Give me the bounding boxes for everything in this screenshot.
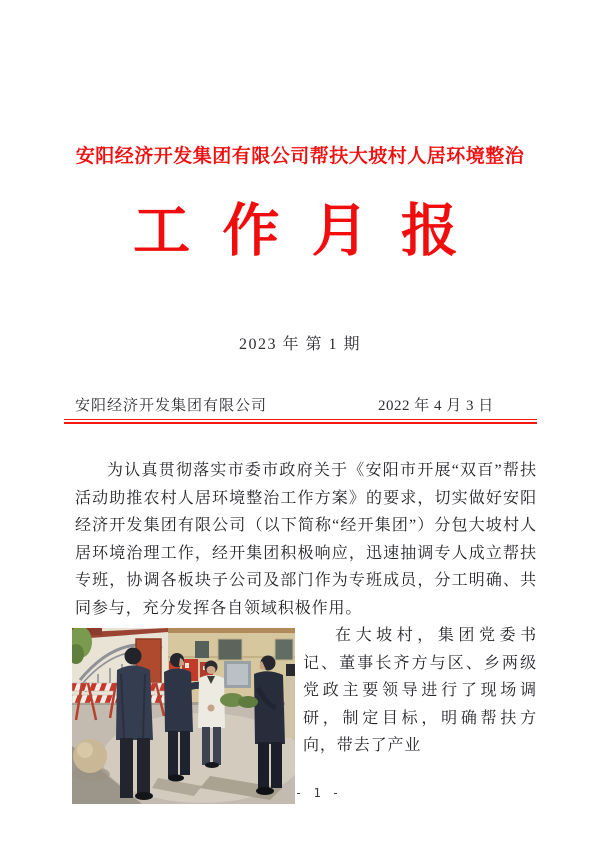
page-number: - 1 - — [295, 786, 342, 800]
issue-number: 2023 年 第 1 期 — [238, 336, 361, 353]
photo-person-partial — [285, 664, 295, 738]
organization-name: 安阳经济开发集团有限公司 — [75, 398, 268, 414]
document-body — [75, 457, 537, 804]
document-title: 安阳经济开发集团有限公司帮扶大坡村人居环境整治 — [75, 146, 525, 167]
site-visit-photo — [72, 628, 295, 804]
paragraph-2: 在大坡村，集团党委书记、董事长齐方与区、乡两级党政主要领导进行了现场调研，制定目标，明确帮扶方向，带去了产业 — [303, 627, 537, 754]
header-divider-rule — [64, 419, 537, 424]
masthead-title: 工 作 月 报 — [133, 200, 467, 263]
paragraph-1: 为认真贯彻落实市委市政府关于《安阳市开展“双百”帮扶活动助推农村人居环境整治工作方案》的要求，切实做好安阳经济开发集团有限公司（以下简称“经开集团”）分包大坡村人居环境治理工作，经开集团积极响应，迅速抽调专人成立帮扶专班，协调各板块子公司及部门作为专班成员，分工明确、共同参与，充分发挥各自领域积极作用。 — [75, 462, 537, 617]
issue-date: 2022 年 4 月 3 日 — [378, 398, 494, 414]
